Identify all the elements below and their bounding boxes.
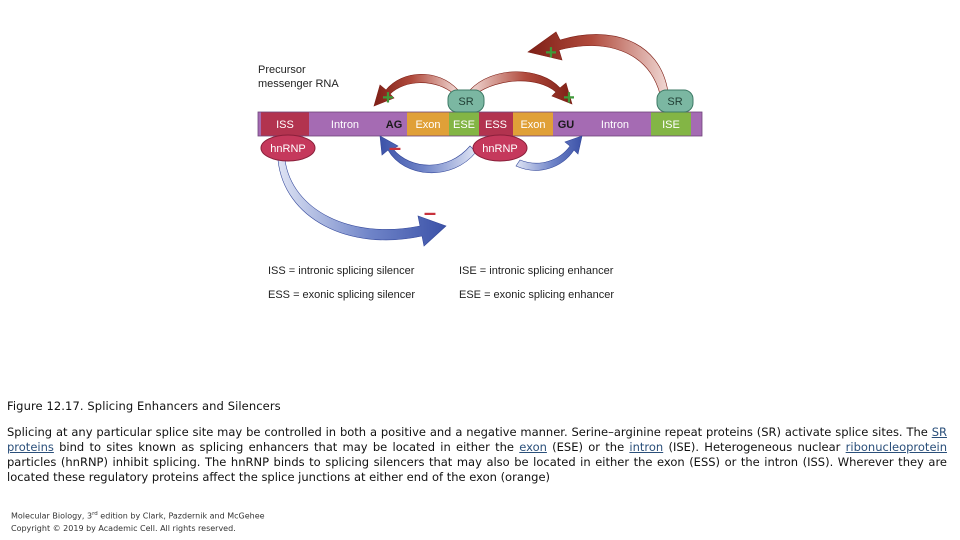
mrna-segment-label: ISS <box>276 119 294 131</box>
figure-caption <box>7 425 947 485</box>
mrna-segment-label: GU <box>557 119 575 131</box>
inhibition-arrows <box>278 136 582 246</box>
inhibition-arrow-right <box>516 136 582 170</box>
sr-protein-ise <box>657 90 693 112</box>
mrna-segment-label: AG <box>385 119 403 131</box>
credit-line-1 <box>11 508 265 523</box>
activation-arrows <box>374 32 668 106</box>
mrna-bar <box>258 112 702 136</box>
link-ribonucleoprotein[interactable]: ribonucleoprotein <box>845 440 947 454</box>
hnrnp-label: hnRNP <box>270 143 306 155</box>
plus-sign: + <box>382 87 394 109</box>
link-exon[interactable]: exon <box>519 440 547 454</box>
credit-line-2: Copyright © 2019 by Academic Cell. All rights reserved. <box>11 523 236 533</box>
link-intron[interactable]: intron <box>629 440 664 454</box>
sr-label: SR <box>458 96 474 108</box>
precursor-label: Precursor <box>258 64 306 76</box>
caption-text: particles (hnRNP) inhibit splicing. The hnRNP binds to splicing silencers that may also be located in either the exon (ESS) or the intron (ISS). Wherever they are located these regulatory proteins affect the splice junctions at either end of the exon (orange) <box>7 455 947 484</box>
legend-iss: ISS = intronic splicing silencer <box>268 265 415 277</box>
link-sr-proteins[interactable]: SR proteins <box>7 425 947 454</box>
legend-ese: ESE = exonic splicing enhancer <box>459 289 615 301</box>
caption-text: Splicing at any particular splice site may be controlled in both a positive and a negative manner. Serine–arginine repeat proteins (SR) activate splice sites. The <box>7 425 932 439</box>
legend-ise: ISE = intronic splicing enhancer <box>459 265 614 277</box>
minus-sign: – <box>388 135 402 160</box>
mrna-segment-label: Intron <box>330 119 360 131</box>
figure-title: Figure 12.17. Splicing Enhancers and Silencers <box>7 399 281 413</box>
minus-sign: – <box>423 200 437 225</box>
credit <box>11 508 265 535</box>
credit-text: edition by Clark, Pazdernik and McGehee <box>97 511 265 521</box>
credit-text: Molecular Biology, 3 <box>11 511 93 521</box>
caption-text: (ISE). Heterogeneous nuclear <box>663 440 846 454</box>
mrna-segment-label: ESS <box>484 119 508 131</box>
plus-sign: + <box>545 42 557 64</box>
mrna-segment-label: Intron <box>600 119 630 131</box>
hnrnp-protein-iss <box>261 135 315 161</box>
mrna-segment-label: Exon <box>520 119 546 131</box>
caption-text: (ESE) or the <box>546 440 630 454</box>
activation-arrow-right <box>470 72 572 104</box>
plus-sign: + <box>563 87 575 109</box>
inhibition-arrow-large <box>278 160 446 246</box>
legend <box>268 265 614 301</box>
caption-text: bind to sites known as splicing enhancers that may be located in either the <box>53 440 520 454</box>
legend-ess: ESS = exonic splicing silencer <box>268 289 416 301</box>
minus-signs <box>389 135 436 225</box>
mrna-segment-label: ISE <box>662 119 680 131</box>
mrna-segment-label: Exon <box>415 119 441 131</box>
sr-label: SR <box>667 96 683 108</box>
credit-sup: rd <box>92 511 98 517</box>
sr-protein-ese <box>448 90 484 112</box>
precursor-label: messenger RNA <box>258 78 339 90</box>
hnrnp-label: hnRNP <box>482 143 518 155</box>
mrna-segment-label: ESE <box>452 119 476 131</box>
hnrnp-protein-ess <box>473 135 527 161</box>
